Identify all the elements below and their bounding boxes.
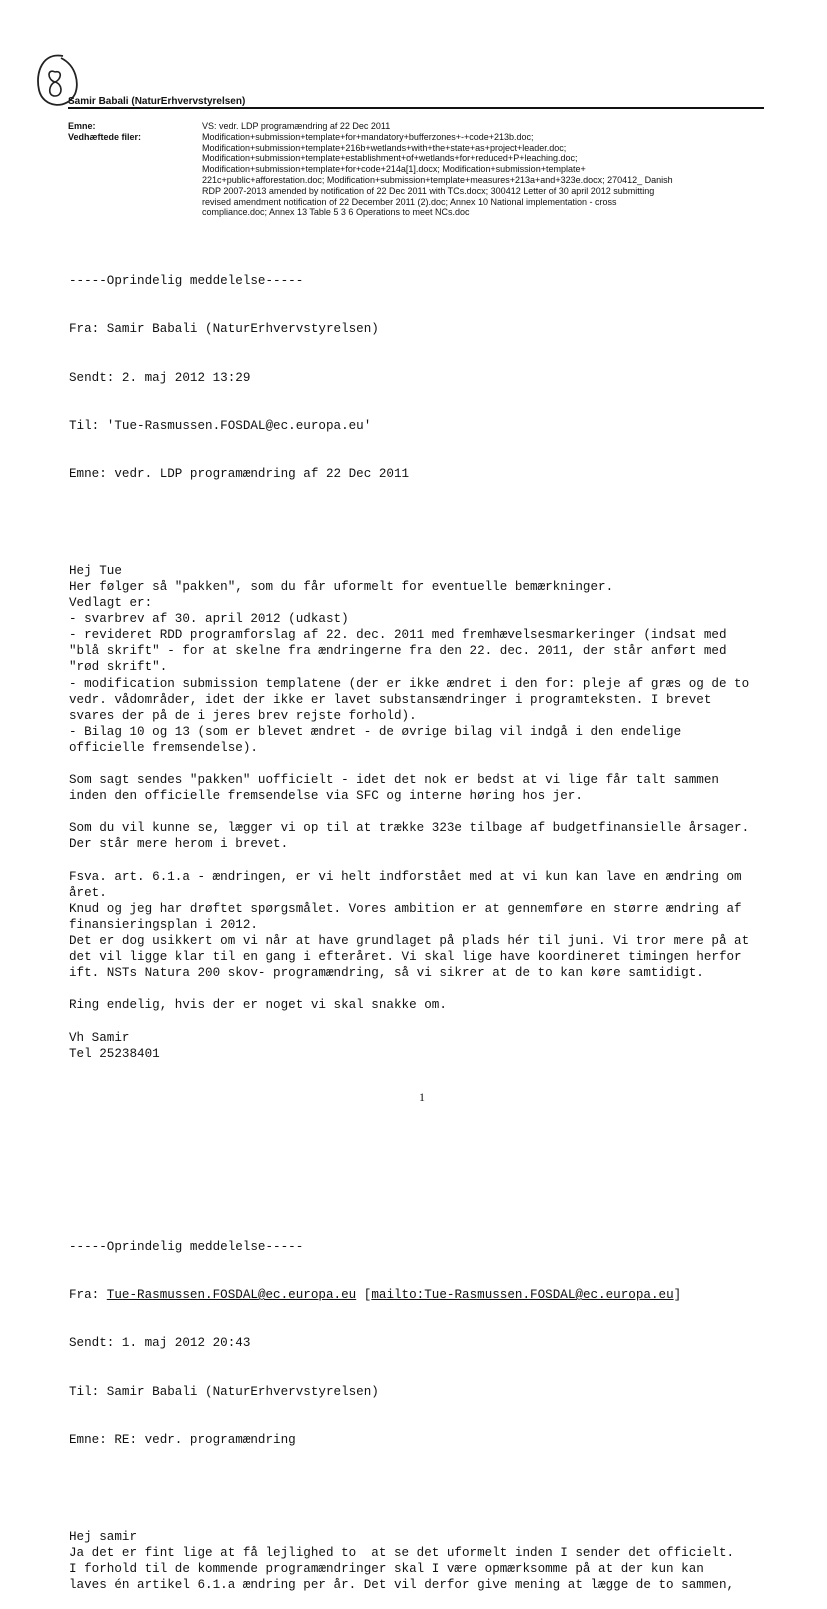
message1-to: Til: 'Tue-Rasmussen.FOSDAL@ec.europa.eu'	[69, 419, 372, 434]
attachments-list	[202, 132, 762, 218]
body-line: "rød skrift".	[69, 660, 168, 675]
from-email-link[interactable]: Tue-Rasmussen.FOSDAL@ec.europa.eu	[106, 1288, 357, 1303]
message2-subject: Emne: RE: vedr. programændring	[69, 1432, 296, 1447]
body-line: "blå skrift" - for at skelne fra ændringerne fra den 22. dec. 2011, der står anført med	[69, 644, 727, 659]
mailto-link[interactable]: mailto:Tue-Rasmussen.FOSDAL@ec.europa.eu	[371, 1288, 674, 1303]
body-line: laves én artikel 6.1.a ændring per år. Det vil derfor give mening at lægge de to sammen,	[69, 1577, 735, 1592]
body-line: Knud og jeg har drøftet spørgsmålet. Vores ambition er at gennemføre en større ændring af	[69, 901, 742, 916]
email-sender: Samir Babali (NaturErhvervstyrelsen)	[68, 96, 246, 107]
body-line: vedr. vådområder, idet der ikke er lavet substansændringer i programteksten. I brevet	[69, 692, 712, 707]
page-number: 1	[419, 1090, 425, 1104]
body-line: Vedlagt er:	[69, 596, 153, 611]
body-line: Vh Samir	[69, 1030, 130, 1045]
message2-body	[69, 1529, 749, 1593]
message2-from	[69, 1287, 749, 1303]
body-line	[69, 853, 749, 869]
attachment-line: Modification+submission+template+establishment+of+wetlands+for+reduced+P+leaching.doc;	[202, 153, 578, 164]
body-line	[69, 804, 749, 820]
body-line: svares der på de i jeres brev rejste forhold).	[69, 708, 417, 723]
attachment-line: 221c+public+afforestation.doc; Modification+submission+template+measures+213a+and+323e.docx; 270412_ Danish	[202, 174, 673, 185]
body-line: officielle fremsendelse).	[69, 740, 258, 755]
message1-body	[69, 563, 749, 1062]
body-line: - modification submission templatene (der er ikke ændret i den for: pleje af græs og de to	[69, 676, 750, 691]
mailto-open: [	[356, 1288, 372, 1303]
body-line: Som sagt sendes "pakken" uofficielt - idet det nok er bedst at vi lige får talt sammen	[69, 773, 719, 788]
body-line: Som du vil kunne se, lægger vi op til at trække 323e tilbage af budgetfinansielle årsager.	[69, 821, 750, 836]
message1-sent: Sendt: 2. maj 2012 13:29	[69, 370, 251, 385]
attachment-line: Modification+submission+template+for+mandatory+bufferzones+-+code+213b.doc;	[202, 131, 534, 142]
message1-from: Fra: Samir Babali (NaturErhvervstyrelsen)	[69, 322, 379, 337]
email-body	[69, 241, 749, 1609]
mailto-close: ]	[673, 1288, 682, 1303]
body-line: året.	[69, 885, 107, 900]
body-line: I forhold til de kommende programændringer skal I være opmærksomme på at der kun kan	[69, 1561, 704, 1576]
body-line: Hej Tue	[69, 563, 122, 578]
attachment-line: compliance.doc; Annex 13 Table 5 3 6 Operations to meet NCs.doc	[202, 207, 470, 218]
body-line: det vil ligge klar til en gang i efteråret. Vi skal lige have koordineret timingen herfor	[69, 950, 742, 965]
attachment-line: revised amendment notification of 22 December 2011 (2).doc; Annex 10 National implementation - cross	[202, 196, 617, 207]
body-line: finansieringsplan i 2012.	[69, 917, 258, 932]
attachments-label: Vedhæftede filer:	[68, 132, 142, 142]
body-line: - svarbrev af 30. april 2012 (udkast)	[69, 612, 349, 627]
body-line: Fsva. art. 6.1.a - ændringen, er vi helt indforstået med at vi kun kan lave en ændring om	[69, 869, 742, 884]
body-line	[69, 756, 749, 772]
body-line	[69, 981, 749, 997]
body-line: ift. NSTs Natura 200 skov- programændring, så vi sikrer at de to kan køre samtidigt.	[69, 966, 704, 981]
body-line: Det er dog usikkert om vi når at have grundlaget på plads hér til juni. Vi tror mere på at	[69, 934, 750, 949]
body-line: inden den officielle fremsendelse via SFC og interne høring hos jer.	[69, 789, 583, 804]
body-line: Ring endelig, hvis der er noget vi skal snakke om.	[69, 998, 447, 1013]
message2-to: Til: Samir Babali (NaturErhvervstyrelsen)	[69, 1384, 379, 1399]
body-line: - Bilag 10 og 13 (som er blevet ændret - de øvrige bilag vil indgå i den endelige	[69, 724, 682, 739]
message1-separator: -----Oprindelig meddelelse-----	[69, 274, 304, 289]
body-line: Her følger så "pakken", som du får uformelt for eventuelle bemærkninger.	[69, 579, 614, 594]
header-meta-values	[202, 121, 762, 218]
body-line: Der står mere herom i brevet.	[69, 837, 289, 852]
body-line: Ja det er fint lige at få lejlighed to at se det uformelt inden I sender det officielt.	[69, 1545, 735, 1560]
attachment-line: Modification+submission+template+for+code+214a[1].docx; Modification+submission+template+	[202, 164, 586, 175]
attachment-line: Modification+submission+template+216b+wetlands+with+the+state+as+project+leader.doc;	[202, 142, 567, 153]
header-divider	[68, 107, 764, 109]
message2-from-prefix: Fra:	[69, 1288, 107, 1303]
message2-sent: Sendt: 1. maj 2012 20:43	[69, 1336, 251, 1351]
subject-value: VS: vedr. LDP programændring af 22 Dec 2011	[202, 121, 391, 131]
message2-separator: -----Oprindelig meddelelse-----	[69, 1239, 304, 1254]
body-line: - revideret RDD programforslag af 22. dec. 2011 med fremhævelsesmarkeringer (indsat med	[69, 628, 727, 643]
body-line: Hej samir	[69, 1529, 138, 1544]
subject-label: Emne:	[68, 121, 96, 131]
attachment-line: RDP 2007-2013 amended by notification of 22 Dec 2011 with TCs.docx; 300412 Letter of 30 april 2012 submitting	[202, 185, 655, 196]
body-line: Tel 25238401	[69, 1046, 160, 1061]
message1-subject: Emne: vedr. LDP programændring af 22 Dec 2011	[69, 467, 410, 482]
body-line	[69, 1014, 749, 1030]
